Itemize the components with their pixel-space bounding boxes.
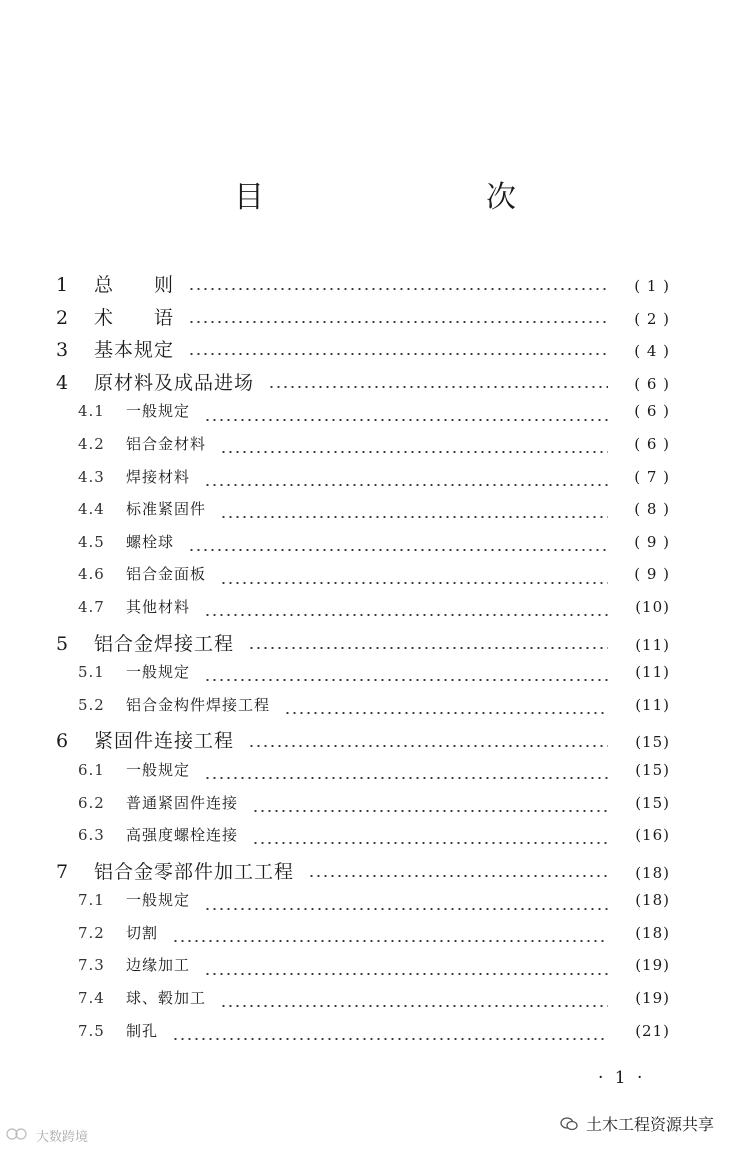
toc-entry-page: (21) [635,1021,670,1040]
table-of-contents [56,270,670,1052]
toc-entry-number: 4.3 [78,467,105,486]
toc-entry-number: 4.2 [78,434,105,453]
toc-entry-number: 4.6 [78,565,105,584]
toc-entry-number: 7.1 [78,891,105,910]
toc-entry [56,824,670,857]
toc-entry-number: 4.7 [78,597,105,616]
toc-entry-title: 标准紧固件 [126,500,207,519]
toc-entry-number: 6 [56,730,69,753]
dot-leader [252,842,608,844]
toc-entry-title: 一般规定 [126,663,191,682]
toc-entry [56,726,670,759]
toc-entry [56,563,670,596]
toc-entry-page: (11) [635,695,670,714]
toc-entry-number: 4.1 [78,402,105,421]
dot-leader [188,321,608,323]
dot-leader [204,973,608,975]
watermark-brand-name: 大数跨境 [36,1129,89,1144]
dot-leader [268,386,608,388]
dot-leader [172,1038,608,1040]
toc-entry-title: 球、毂加工 [126,989,207,1008]
toc-entry-title: 螺栓球 [126,532,175,551]
toc-entry-title: 铝合金面板 [126,565,207,584]
dot-leader [308,875,608,877]
toc-entry-page: ( 6 ) [634,402,670,421]
toc-entry-number: 1 [56,274,69,296]
toc-entry-number: 3 [56,339,69,362]
toc-entry-number: 5.2 [78,695,105,714]
toc-entry-number: 2 [56,306,69,329]
logo-mark-icon [6,1127,32,1144]
toc-entry-number: 4 [56,371,69,394]
toc-entry-number: 7.4 [78,989,105,1008]
dot-leader [204,614,608,616]
watermark-brand [6,1126,88,1145]
watermark-account [560,1112,714,1135]
toc-entry [56,335,670,368]
watermark-account-name: 土木工程资源共享 [586,1117,715,1134]
toc-entry-title: 铝合金焊接工程 [94,632,235,655]
toc-entry-number: 5 [56,632,69,655]
dot-leader [188,549,608,551]
toc-entry-title: 焊接材料 [126,467,191,486]
toc-entry-title: 一般规定 [126,760,191,779]
toc-entry-title: 切割 [126,923,159,942]
dot-leader [188,353,608,355]
dot-leader [204,908,608,910]
toc-entry-number: 7.2 [78,923,105,942]
dot-leader [284,712,608,714]
toc-entry [56,433,670,466]
toc-entry-number: 6.2 [78,793,105,812]
toc-entry-title: 高强度螺栓连接 [126,826,239,845]
dot-leader [204,777,608,779]
toc-entry-title: 普通紧固件连接 [126,793,239,812]
toc-entry-number: 6.1 [78,760,105,779]
toc-entry-page: (16) [635,826,670,845]
toc-entry [56,400,670,433]
page-title: 目 次 [234,180,570,215]
toc-entry [56,270,670,303]
dot-leader [188,288,608,290]
toc-entry-title: 基本规定 [94,339,175,362]
dot-leader [220,1005,608,1007]
toc-entry [56,531,670,564]
dot-leader [204,679,608,681]
toc-entry-number: 7 [56,860,69,883]
dot-leader [252,810,608,812]
toc-entry-title: 边缘加工 [126,956,191,975]
toc-entry-title: 一般规定 [126,891,191,910]
toc-entry-page: ( 8 ) [634,500,670,519]
wechat-icon [560,1117,578,1131]
dot-leader [220,582,608,584]
page-number: · 1 · [598,1068,646,1088]
toc-entry [56,596,670,629]
dot-leader [204,419,608,421]
toc-entry [56,694,670,727]
toc-entry-page: (18) [635,863,670,882]
toc-entry-title: 一般规定 [126,402,191,421]
toc-entry [56,987,670,1020]
toc-entry-page: ( 6 ) [634,434,670,453]
toc-entry-number: 7.3 [78,956,105,975]
toc-entry-page: (18) [635,891,670,910]
toc-entry-title: 其他材料 [126,597,191,616]
toc-entry [56,303,670,336]
toc-entry [56,954,670,987]
toc-entry-page: (15) [635,760,670,779]
dot-leader [204,484,608,486]
toc-entry-number: 4.4 [78,500,105,519]
toc-entry-page: (11) [635,635,670,654]
toc-entry-number: 4.5 [78,532,105,551]
dot-leader [248,647,608,649]
toc-entry-page: (11) [635,663,670,682]
toc-entry [56,889,670,922]
toc-entry-number: 6.3 [78,826,105,845]
toc-entry-page: ( 4 ) [634,342,670,361]
toc-entry [56,629,670,662]
toc-entry-number: 5.1 [78,663,105,682]
toc-entry-page: ( 2 ) [634,309,670,328]
toc-entry [56,759,670,792]
dot-leader [220,451,608,453]
toc-entry-page: ( 1 ) [634,277,670,295]
toc-entry [56,1020,670,1053]
dot-leader [172,940,608,942]
toc-entry-page: ( 9 ) [634,565,670,584]
toc-entry-page: (19) [635,989,670,1008]
toc-entry-page: ( 7 ) [634,467,670,486]
toc-entry [56,792,670,825]
toc-entry-title: 原材料及成品进场 [94,371,255,394]
toc-entry-page: (15) [635,733,670,752]
toc-entry-page: (19) [635,956,670,975]
toc-entry-title: 铝合金构件焊接工程 [126,695,271,714]
toc-entry-title: 术 语 [94,306,175,329]
toc-entry-page: ( 9 ) [634,532,670,551]
toc-entry [56,368,670,401]
toc-entry-title: 铝合金材料 [126,434,207,453]
toc-entry-title: 总 则 [94,274,175,296]
toc-entry [56,498,670,531]
toc-entry [56,466,670,499]
toc-entry-page: (18) [635,923,670,942]
dot-leader [220,516,608,518]
toc-entry-page: ( 6 ) [634,374,670,393]
toc-entry-number: 7.5 [78,1021,105,1040]
toc-entry-page: (15) [635,793,670,812]
toc-entry-title: 铝合金零部件加工工程 [94,860,295,883]
dot-leader [248,745,608,747]
toc-entry [56,857,670,890]
toc-entry-title: 紧固件连接工程 [94,730,235,753]
toc-entry-title: 制孔 [126,1021,159,1040]
toc-entry-page: (10) [635,597,670,616]
toc-entry [56,661,670,694]
toc-entry [56,922,670,955]
